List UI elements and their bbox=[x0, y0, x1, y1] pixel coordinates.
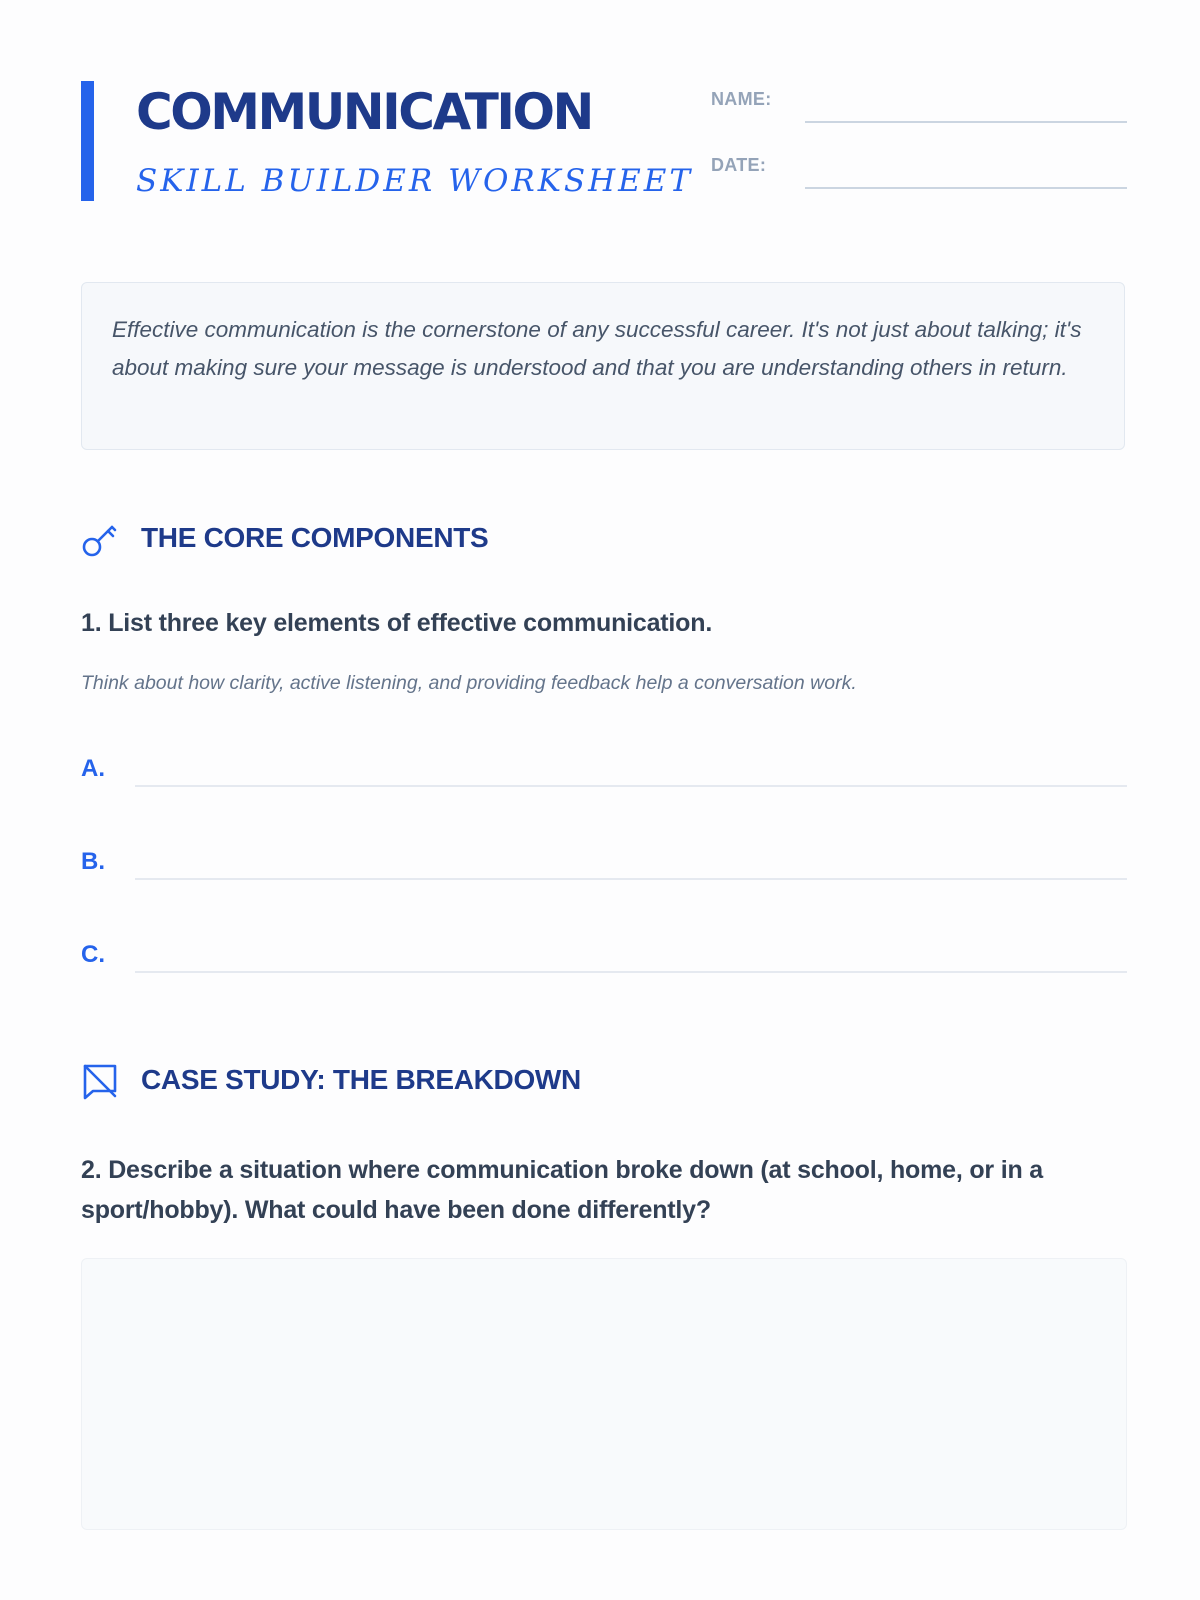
intro-box bbox=[81, 282, 1125, 450]
section-2-heading: CASE STUDY: THE BREAKDOWN bbox=[141, 1064, 581, 1095]
worksheet-subtitle: SKILL BUILDER WORKSHEET bbox=[136, 163, 694, 199]
worksheet-header bbox=[81, 81, 1127, 201]
question-1: 1. List three key elements of effective communication. bbox=[81, 609, 713, 637]
answer-row-c bbox=[81, 937, 1127, 977]
date-field bbox=[711, 155, 1127, 195]
key-icon bbox=[81, 520, 119, 558]
question-2: 2. Describe a situation where communication broke down (at school, home, or in a sport/hobby). What could have been done differently? bbox=[81, 1156, 1043, 1224]
name-field bbox=[711, 89, 1127, 129]
answer-line-a[interactable] bbox=[135, 785, 1127, 787]
answer-letter: B. bbox=[81, 848, 105, 875]
answer-row-b bbox=[81, 844, 1127, 884]
date-label: DATE: bbox=[711, 155, 767, 175]
answer-line-c[interactable] bbox=[135, 971, 1127, 973]
answer-letter: A. bbox=[81, 755, 105, 782]
answer-row-a bbox=[81, 751, 1127, 791]
answer-letter: C. bbox=[81, 941, 105, 968]
date-input-line[interactable] bbox=[805, 187, 1127, 189]
worksheet-title: COMMUNICATION bbox=[136, 83, 592, 141]
answer-line-b[interactable] bbox=[135, 878, 1127, 880]
question-1-hint: Think about how clarity, active listening, and providing feedback help a conversation work. bbox=[81, 672, 857, 694]
response-box[interactable] bbox=[81, 1258, 1127, 1530]
name-input-line[interactable] bbox=[805, 121, 1127, 123]
section-1-heading: THE CORE COMPONENTS bbox=[141, 522, 489, 553]
section-core-components bbox=[81, 518, 1127, 558]
section-case-study bbox=[81, 1060, 1127, 1100]
name-label: NAME: bbox=[711, 89, 772, 109]
message-off-icon bbox=[81, 1062, 119, 1100]
accent-bar bbox=[81, 81, 94, 201]
intro-text: Effective communication is the cornerstone of any successful career. It's not just about talking; it's about making sure your message is understood and that you are understanding others in return. bbox=[112, 317, 1082, 380]
